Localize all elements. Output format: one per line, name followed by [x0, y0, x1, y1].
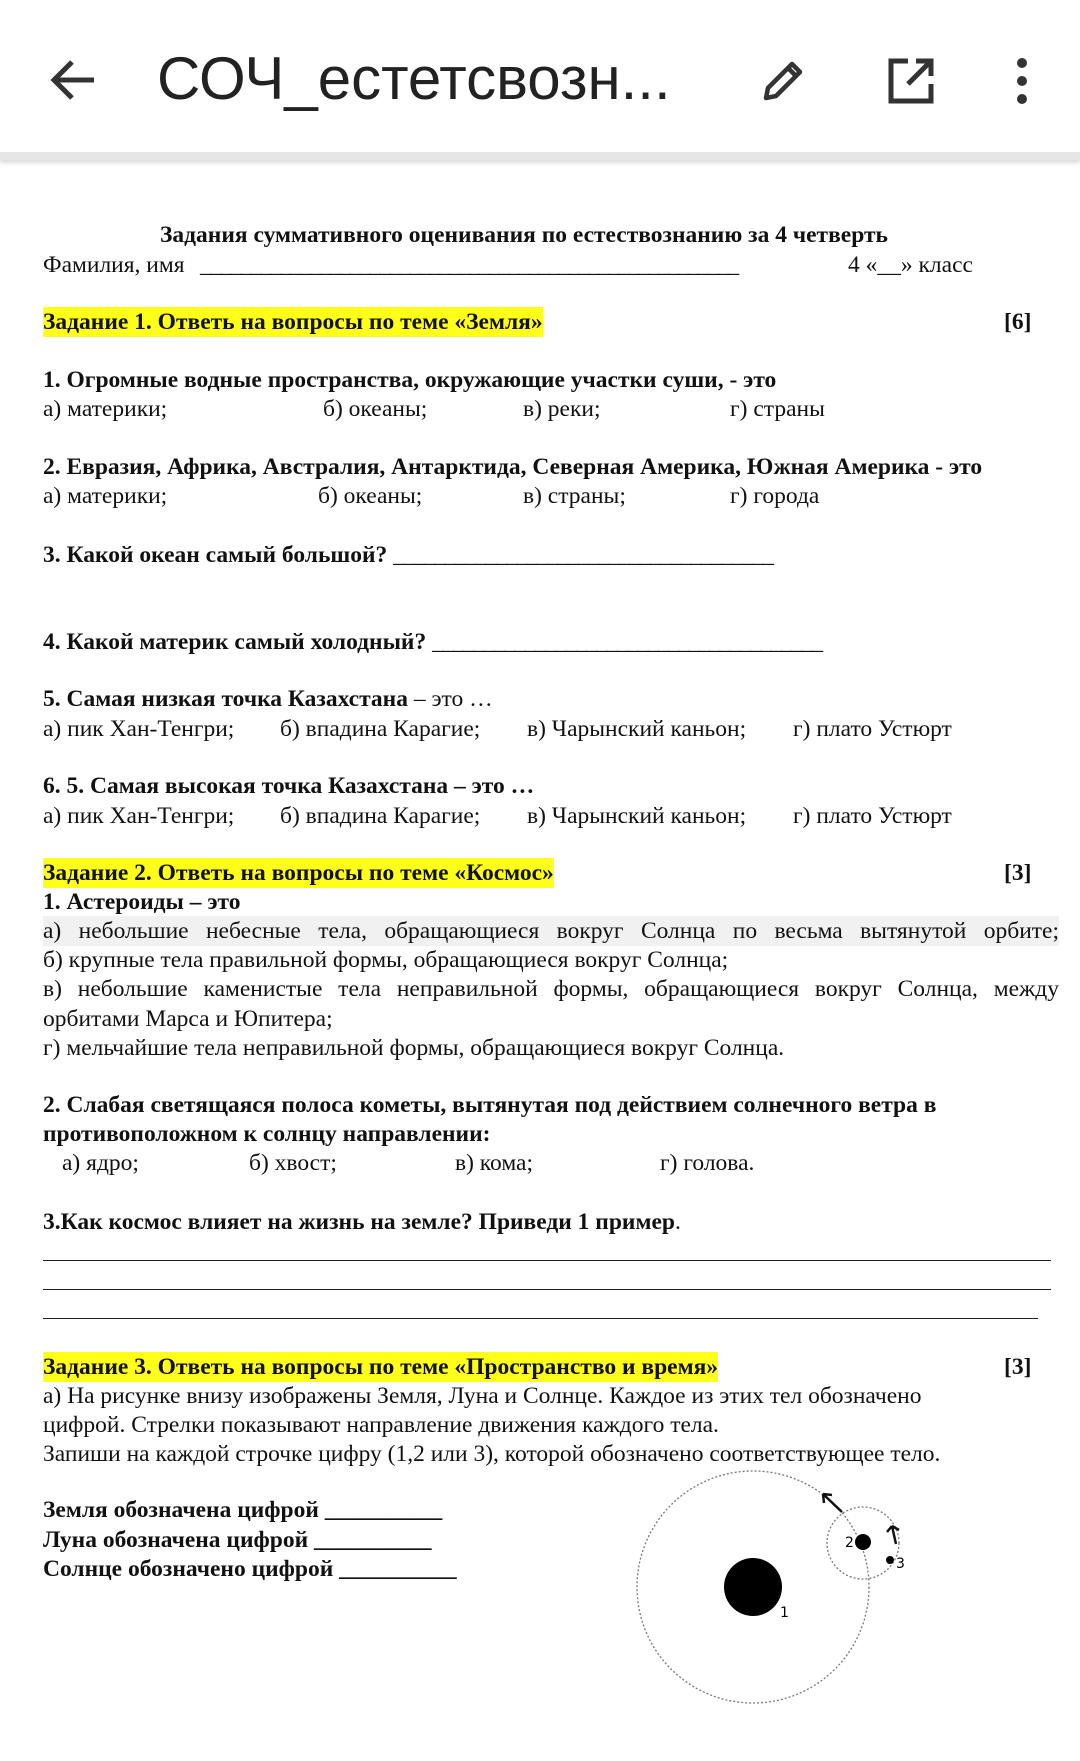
task1-score: [6]	[1004, 309, 1032, 335]
t1-q1-c: в) реки;	[523, 396, 601, 422]
t1-q5-d: г) плато Устюрт	[793, 716, 952, 742]
earth-moon-sun-diagram	[620, 1460, 920, 1720]
answer-line-2[interactable]	[43, 1289, 1051, 1290]
t1-q6-c: в) Чарынский каньон;	[527, 803, 747, 829]
t2-q2-d: г) голова.	[660, 1150, 755, 1176]
task2-heading: Задание 2. Ответь на вопросы по теме «Космос»	[43, 860, 554, 886]
label-1: 1	[780, 1605, 789, 1621]
t1-q5-rest: – это …	[407, 686, 493, 712]
t1-q1-d: г) страны	[730, 396, 825, 422]
t2-q2-line1: 2. Слабая светящаяся полоса кометы, вытянутая под действием солнечного ветра в	[43, 1092, 937, 1118]
t1-q2-a: а) материки;	[43, 483, 168, 509]
t1-q1: 1. Огромные водные пространства, окружающие участки суши, - это	[43, 367, 777, 393]
t1-q4	[43, 627, 822, 657]
moon-arrow-icon	[887, 1526, 899, 1544]
answer-line-1[interactable]	[43, 1260, 1051, 1261]
document-title: СОЧ_естетсвозн...	[157, 45, 671, 112]
t1-q1-b: б) океаны;	[323, 396, 428, 422]
t1-q4-text: 4. Какой материк самый холодный?	[43, 629, 427, 655]
t1-q2-c: в) страны;	[523, 483, 626, 509]
t2-q3-text: 3.Как космос влияет на жизнь на земле? Приведи 1 пример	[43, 1209, 675, 1235]
t1-q6-d: г) плато Устюрт	[793, 803, 952, 829]
t2-q1-a: а) небольшие небесные тела, обращающиеся вокруг Солнца по весьма вытянутой орбите;	[43, 918, 1059, 944]
t3-line-2: цифрой. Стрелки показывают направление движения каждого тела.	[43, 1412, 719, 1438]
t1-q5	[43, 684, 493, 714]
app-bar	[0, 0, 1080, 160]
t1-q2-b: б) океаны;	[318, 483, 423, 509]
open-external-icon[interactable]	[886, 56, 936, 106]
t2-q3-end: .	[674, 1209, 681, 1235]
t2-q2-line2: противоположном к солнцу направлении:	[43, 1121, 491, 1147]
t3-line-3: Запиши на каждой строчке цифру (1,2 или 3), которой обозначено соответствующее тело.	[43, 1441, 941, 1467]
label-2: 2	[845, 1535, 854, 1551]
moon-body	[886, 1556, 894, 1564]
name-label: Фамилия, имя	[43, 252, 185, 278]
earth-body	[855, 1534, 871, 1550]
task3-heading: Задание 3. Ответь на вопросы по теме «Пространство и время»	[43, 1354, 719, 1380]
class-label: 4 «__» класс	[848, 252, 973, 278]
t3-answer-earth[interactable]: Земля обозначена цифрой __________	[43, 1497, 443, 1523]
t1-q6-b: б) впадина Карагие;	[280, 803, 481, 829]
doc-title: Задания суммативного оценивания по естествознанию за 4 четверть	[160, 222, 888, 248]
t1-q6: 6. 5. Самая высокая точка Казахстана – это …	[43, 773, 535, 799]
t1-q2: 2. Евразия, Африка, Австралия, Антарктида, Северная Америка, Южная Америка - это	[43, 454, 983, 480]
t1-q1-a: а) материки;	[43, 396, 168, 422]
t2-q2-b: б) хвост;	[249, 1150, 337, 1176]
t1-q5-b: б) впадина Карагие;	[280, 716, 481, 742]
t1-q3	[43, 540, 772, 570]
t2-q2-a: а) ядро;	[62, 1150, 139, 1176]
task1-heading: Задание 1. Ответь на вопросы по теме «Земля»	[43, 309, 543, 335]
task2-score: [3]	[1004, 860, 1032, 886]
name-line[interactable]: ______________________________________________________	[200, 252, 738, 278]
t3-answer-moon[interactable]: Луна обозначена цифрой __________	[43, 1527, 432, 1553]
t1-q2-d: г) города	[730, 483, 820, 509]
pencil-icon[interactable]	[758, 56, 808, 106]
t1-q5-bold: 5. Самая низкая точка Казахстана	[43, 686, 408, 712]
t2-q1-b: б) крупные тела правильной формы, обращающиеся вокруг Солнца;	[43, 947, 729, 973]
t2-q1: 1. Астероиды – это	[43, 889, 241, 915]
t1-q4-line[interactable]: ______________________________________	[432, 629, 822, 655]
t1-q6-a: а) пик Хан-Тенгри;	[43, 803, 235, 829]
t2-q1-d: г) мельчайшие тела неправильной формы, обращающиеся вокруг Солнца.	[43, 1035, 785, 1061]
t2-q2-c: в) кома;	[455, 1150, 533, 1176]
t1-q3-text: 3. Какой океан самый большой?	[43, 542, 388, 568]
t1-q5-a: а) пик Хан-Тенгри;	[43, 716, 235, 742]
task3-score: [3]	[1004, 1354, 1032, 1380]
t2-q3	[43, 1207, 681, 1237]
t3-answer-sun[interactable]: Солнце обозначено цифрой __________	[43, 1556, 457, 1582]
t1-q5-c: в) Чарынский каньон;	[527, 716, 747, 742]
t1-q3-line[interactable]: _____________________________________	[393, 542, 773, 568]
more-vert-icon[interactable]	[1012, 56, 1032, 106]
earth-arrow-icon	[823, 1494, 842, 1512]
t2-q1-c-cont: орбитами Марса и Юпитера;	[43, 1006, 333, 1032]
t3-line-1: а) На рисунке внизу изображены Земля, Луна и Солнце. Каждое из этих тел обозначено	[43, 1383, 922, 1409]
arrow-left-icon[interactable]	[48, 58, 98, 102]
t2-q1-c: в) небольшие каменистые тела неправильной формы, обращающиеся вокруг Солнца, между	[43, 976, 1059, 1002]
label-3: 3	[896, 1556, 905, 1572]
answer-line-3[interactable]	[43, 1318, 1038, 1319]
sun-body	[724, 1558, 782, 1616]
